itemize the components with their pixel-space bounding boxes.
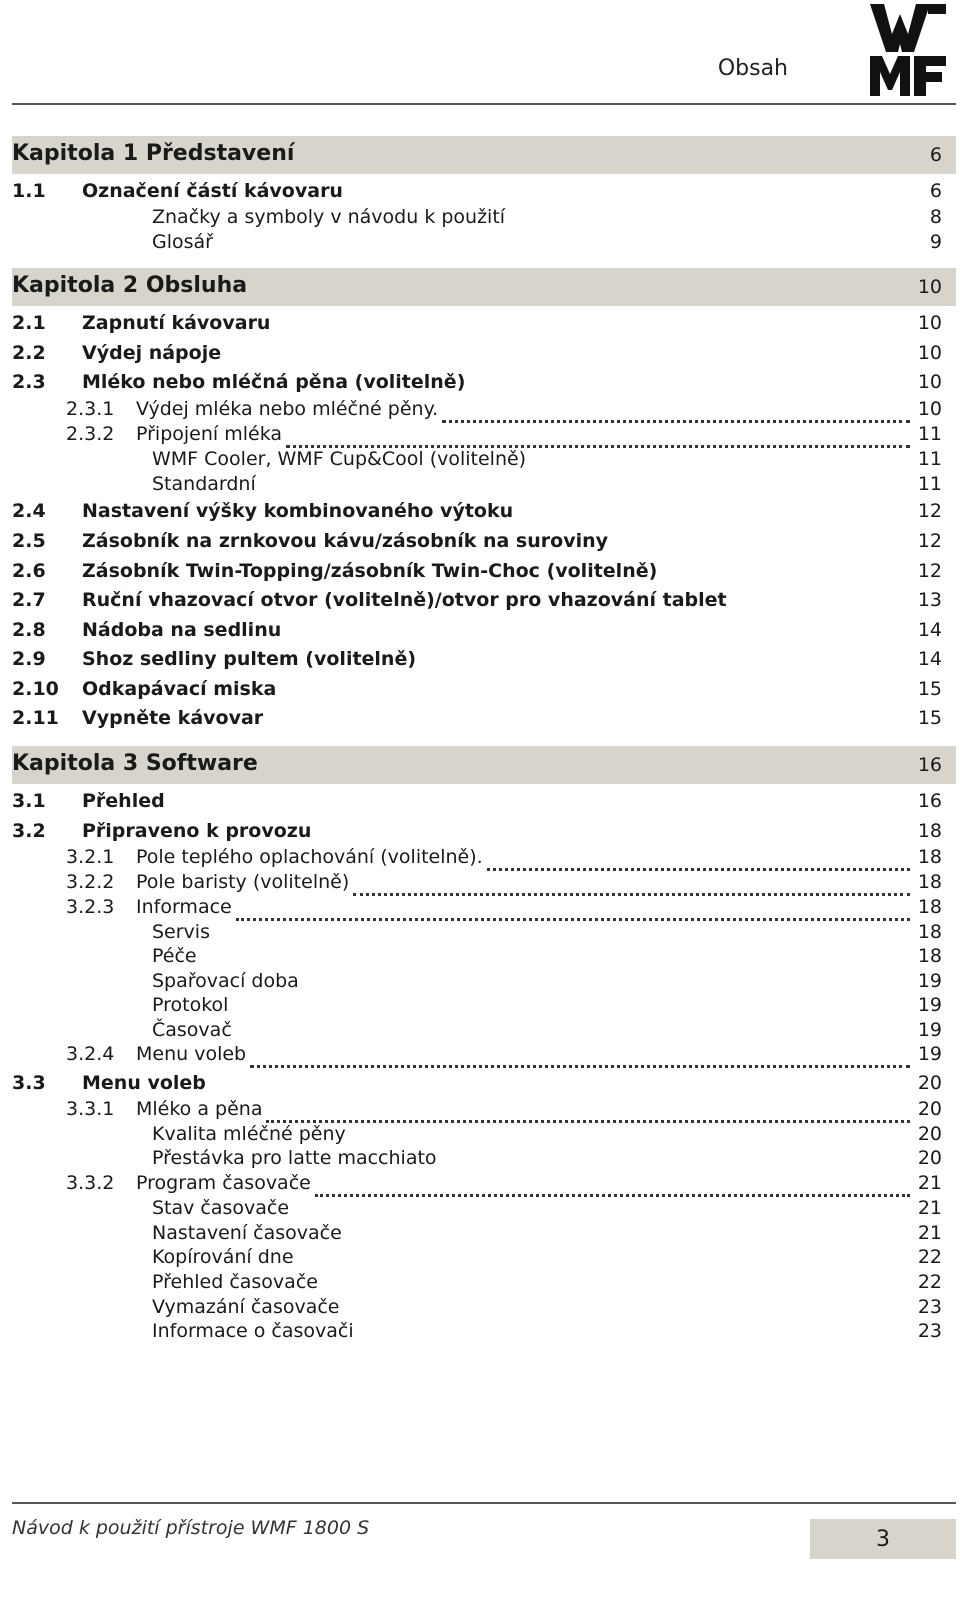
toc-entry-number: 2.3.1	[66, 398, 115, 420]
toc-entry[interactable]	[12, 943, 956, 971]
toc-page-number: 21	[917, 1197, 942, 1219]
toc-page-number: 10	[917, 398, 942, 420]
toc-entry-number: 3.2.3	[66, 896, 115, 918]
toc-entry[interactable]	[12, 340, 956, 368]
toc-page-number: 18	[917, 921, 942, 943]
toc-entry[interactable]	[12, 204, 956, 232]
toc-entry-label: Shoz sedliny pultem (volitelně)	[82, 648, 417, 670]
toc-entry[interactable]	[12, 992, 956, 1020]
toc-entry[interactable]	[12, 421, 956, 449]
toc-page-number: 11	[917, 473, 942, 495]
toc-entry-number: 3.2.2	[66, 871, 115, 893]
toc-entry-number: 2.11	[12, 707, 59, 729]
toc-entry[interactable]	[12, 1145, 956, 1173]
toc-page-number: 6	[929, 144, 942, 166]
toc-entry-label: Připraveno k provozu	[82, 820, 312, 842]
toc-page-number: 10	[917, 371, 942, 393]
toc-entry-label: Časovač	[152, 1019, 232, 1041]
toc-entry[interactable]	[12, 1070, 956, 1098]
toc-page-number: 22	[917, 1246, 942, 1268]
toc-page-number: 9	[929, 231, 942, 253]
toc-chapter-title: Kapitola 3 Software	[12, 751, 258, 776]
toc-entry[interactable]	[12, 1096, 956, 1124]
toc-entry-label: Značky a symboly v návodu k použití	[152, 206, 506, 228]
toc-entry[interactable]	[12, 818, 956, 846]
toc-entry[interactable]	[12, 788, 956, 816]
toc-entry-number: 2.10	[12, 678, 59, 700]
toc-page-number: 18	[917, 846, 942, 868]
toc-entry-label: Ruční vhazovací otvor (volitelně)/otvor pro vhazování tablet	[82, 589, 727, 611]
toc-entry-number: 3.3	[12, 1072, 46, 1094]
toc-entry-number: 2.1	[12, 312, 46, 334]
toc-entry[interactable]	[12, 705, 956, 733]
toc-chapter-title: Kapitola 2 Obsluha	[12, 273, 248, 298]
toc-page-number: 11	[917, 448, 942, 470]
toc-page-number: 22	[917, 1271, 942, 1293]
toc-entry-label: Informace	[136, 896, 232, 918]
toc-entry-label: Zásobník na zrnkovou kávu/zásobník na suroviny	[82, 530, 608, 552]
toc-entry[interactable]	[12, 646, 956, 674]
toc-page-number: 16	[917, 790, 942, 812]
toc-entry-label: Odkapávací miska	[82, 678, 277, 700]
toc-page-number: 12	[917, 560, 942, 582]
toc-page-number: 18	[917, 896, 942, 918]
toc-entry[interactable]	[12, 528, 956, 556]
toc-chapter-heading[interactable]	[12, 746, 956, 784]
page-number-box	[810, 1519, 956, 1559]
toc-entry-number: 2.8	[12, 619, 46, 641]
toc-page-number: 16	[917, 754, 942, 776]
toc-page-number: 20	[917, 1123, 942, 1145]
toc-entry-label: Nádoba na sedlinu	[82, 619, 282, 641]
toc-entry-label: Mléko nebo mléčná pěna (volitelně)	[82, 371, 466, 393]
toc-dot-leader	[286, 421, 910, 448]
toc-entry[interactable]	[12, 471, 956, 499]
toc-page-number: 18	[917, 945, 942, 967]
toc-entry-number: 1.1	[12, 180, 46, 202]
page-title: Obsah	[717, 56, 788, 81]
toc-page-number: 19	[917, 1019, 942, 1041]
toc-entry-label: Výdej mléka nebo mléčné pěny.	[136, 398, 439, 420]
toc-entry-label: Označení částí kávovaru	[82, 180, 343, 202]
toc-page-number: 20	[917, 1098, 942, 1120]
toc-dot-leader	[487, 844, 910, 871]
toc-entry-label: Menu voleb	[136, 1043, 247, 1065]
toc-entry-label: Pole baristy (volitelně)	[136, 871, 350, 893]
toc-entry-label: Menu voleb	[82, 1072, 206, 1094]
toc-page-number: 6	[929, 180, 942, 202]
toc-entry-label: Vymazání časovače	[152, 1296, 340, 1318]
toc-entry-label: Péče	[152, 945, 197, 967]
toc-page-number: 10	[917, 312, 942, 334]
toc-dot-leader	[266, 1096, 910, 1123]
toc-entry-label: Spařovací doba	[152, 970, 299, 992]
toc-entry[interactable]	[12, 587, 956, 615]
toc-page-number: 19	[917, 970, 942, 992]
toc-entry[interactable]	[12, 1318, 956, 1346]
toc-page-number: 10	[917, 342, 942, 364]
toc-entry-label: Vypněte kávovar	[82, 707, 264, 729]
toc-chapter-title: Kapitola 1 Představení	[12, 141, 295, 166]
toc-page-number: 15	[917, 678, 942, 700]
toc-entry-number: 3.2	[12, 820, 46, 842]
toc-page-number: 15	[917, 707, 942, 729]
toc-entry-label: Mléko a pěna	[136, 1098, 263, 1120]
toc-entry-number: 2.4	[12, 500, 46, 522]
toc-page-number: 23	[917, 1320, 942, 1342]
footer-title: Návod k použití přístroje WMF 1800 S	[12, 1517, 370, 1539]
toc-entry-label: Nastavení výšky kombinovaného výtoku	[82, 500, 514, 522]
toc-entry-label: Pole teplého oplachování (volitelně).	[136, 846, 483, 868]
toc-entry-label: Zásobník Twin-Topping/zásobník Twin-Choc (volitelně)	[82, 560, 658, 582]
toc-page-number: 21	[917, 1172, 942, 1194]
toc-entry-number: 2.3	[12, 371, 46, 393]
toc-entry-number: 3.2.4	[66, 1043, 115, 1065]
toc-page-number: 18	[917, 871, 942, 893]
toc-entry-label: Přehled	[82, 790, 165, 812]
toc-entry-number: 2.7	[12, 589, 46, 611]
toc-entry[interactable]	[12, 1170, 956, 1198]
toc-dot-leader	[236, 894, 910, 921]
toc-entry[interactable]	[12, 229, 956, 257]
toc-page-number: 18	[917, 820, 942, 842]
toc-entry-label: Zapnutí kávovaru	[82, 312, 271, 334]
toc-entry-number: 2.3.2	[66, 423, 115, 445]
toc-entry[interactable]	[12, 894, 956, 922]
toc-page-number: 12	[917, 530, 942, 552]
toc-page-number: 21	[917, 1222, 942, 1244]
toc-page-number: 23	[917, 1296, 942, 1318]
toc-entry-number: 3.3.2	[66, 1172, 115, 1194]
toc-entry[interactable]	[12, 369, 956, 397]
toc-entry[interactable]	[12, 1269, 956, 1297]
toc-entry[interactable]	[12, 396, 956, 424]
toc-page-number: 20	[917, 1072, 942, 1094]
toc-entry-label: Přestávka pro latte macchiato	[152, 1147, 437, 1169]
toc-entry[interactable]	[12, 1041, 956, 1069]
toc-page-number: 12	[917, 500, 942, 522]
toc-entry[interactable]	[12, 844, 956, 872]
header-divider	[12, 103, 956, 105]
toc-entry-label: Protokol	[152, 994, 229, 1016]
toc-entry-label: Informace o časovači	[152, 1320, 354, 1342]
wmf-logo-icon	[870, 4, 946, 96]
toc-dot-leader	[315, 1170, 910, 1197]
toc-entry-number: 3.1	[12, 790, 46, 812]
toc-chapter-heading[interactable]	[12, 268, 956, 306]
toc-entry-label: Stav časovače	[152, 1197, 290, 1219]
toc-entry-label: Standardní	[152, 473, 256, 495]
toc-page-number: 19	[917, 1043, 942, 1065]
toc-entry-label: Výdej nápoje	[82, 342, 222, 364]
toc-entry-label: Přehled časovače	[152, 1271, 318, 1293]
toc-entry-label: Nastavení časovače	[152, 1222, 342, 1244]
toc-page-number: 13	[917, 589, 942, 611]
toc-entry[interactable]	[12, 869, 956, 897]
toc-entry-number: 3.2.1	[66, 846, 115, 868]
toc-entry-number: 2.5	[12, 530, 46, 552]
toc-entry-number: 3.3.1	[66, 1098, 115, 1120]
toc-chapter-heading[interactable]	[12, 136, 956, 174]
toc-page-number: 20	[917, 1147, 942, 1169]
toc-entry[interactable]	[12, 178, 956, 206]
toc-page-number: 14	[917, 619, 942, 641]
toc-page-number: 14	[917, 648, 942, 670]
footer-divider	[12, 1502, 956, 1504]
toc-entry[interactable]	[12, 558, 956, 586]
toc-page-number: 11	[917, 423, 942, 445]
toc-entry-label: Kvalita mléčné pěny	[152, 1123, 346, 1145]
toc-dot-leader	[442, 396, 910, 423]
toc-entry[interactable]	[12, 676, 956, 704]
toc-page-number: 8	[929, 206, 942, 228]
toc-entry-number: 2.2	[12, 342, 46, 364]
toc-entry-label: WMF Cooler, WMF Cup&Cool (volitelně)	[152, 448, 527, 470]
toc-entry-label: Servis	[152, 921, 210, 943]
toc-entry[interactable]	[12, 1195, 956, 1223]
toc-page-number: 19	[917, 994, 942, 1016]
toc-entry[interactable]	[12, 446, 956, 474]
toc-entry-label: Program časovače	[136, 1172, 311, 1194]
toc-page-number: 10	[917, 276, 942, 298]
toc-dot-leader	[250, 1041, 910, 1068]
toc-entry[interactable]	[12, 310, 956, 338]
toc-entry-label: Kopírování dne	[152, 1246, 294, 1268]
toc-entry-label: Připojení mléka	[136, 423, 283, 445]
toc-dot-leader	[353, 869, 910, 896]
page-number: 3	[876, 1527, 890, 1552]
toc-entry-label: Glosář	[152, 231, 213, 253]
toc-entry-number: 2.6	[12, 560, 46, 582]
toc-entry[interactable]	[12, 498, 956, 526]
toc-entry[interactable]	[12, 1244, 956, 1272]
toc-entry[interactable]	[12, 617, 956, 645]
toc-entry-number: 2.9	[12, 648, 46, 670]
